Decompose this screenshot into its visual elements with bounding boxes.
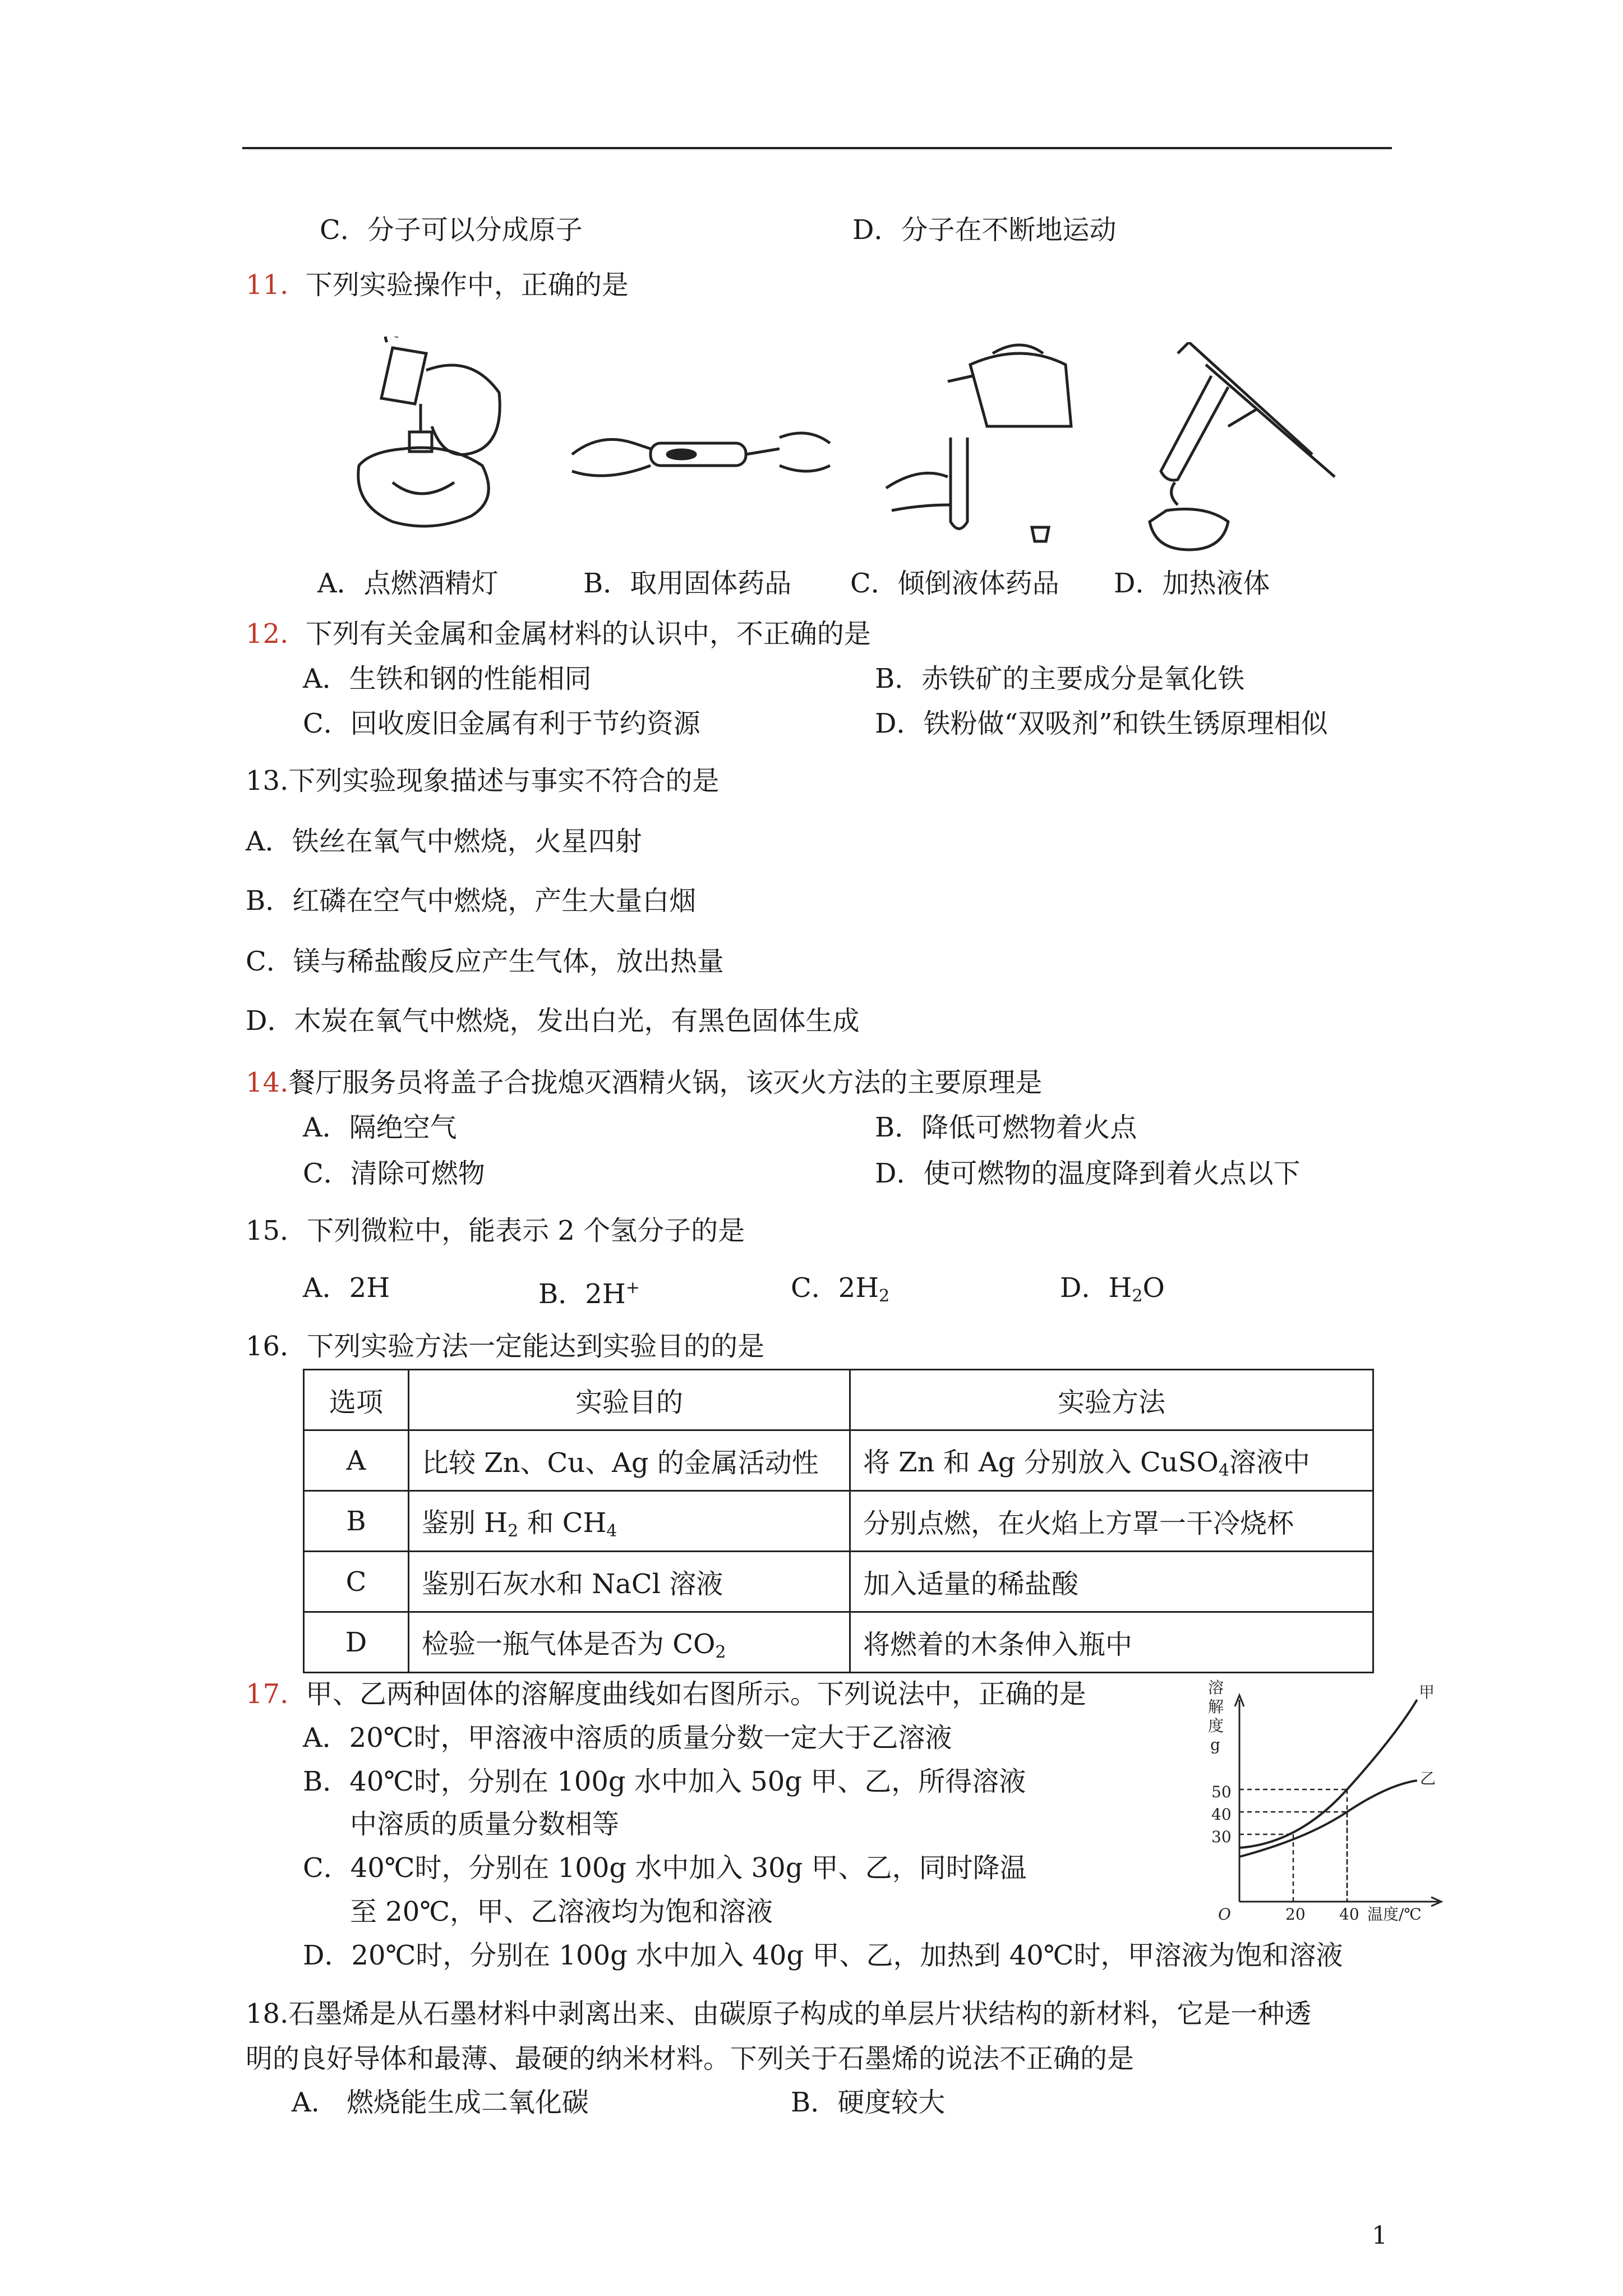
q12-stem: 下列有关金属和金属材料的认识中，不正确的是 [305, 618, 871, 650]
q11-question [246, 268, 629, 302]
cell-subscript: 2 [508, 1521, 519, 1541]
curve-jia [1239, 1700, 1417, 1848]
q12-number: 12. [246, 618, 289, 650]
q13-option-d: D．木炭在氧气中燃烧，发出白光，有黑色固体生成 [246, 1005, 860, 1037]
table-row [304, 1430, 1373, 1491]
table-cell: 将燃着的木条伸入瓶中 [850, 1612, 1373, 1673]
table-header-row [304, 1370, 1373, 1430]
table-cell: C [304, 1552, 409, 1612]
q14-option-b: B．降低可燃物着火点 [875, 1112, 1137, 1143]
q17-option-b-line1: B．40℃时，分别在 100g 水中加入 50g 甲、乙，所得溶液 [303, 1766, 1026, 1797]
q15-option-b-text: B．2H [538, 1278, 626, 1310]
page-number: 1 [1372, 2221, 1387, 2250]
q16-table [303, 1369, 1374, 1673]
y-label-char: 溶 [1208, 1678, 1224, 1697]
cell-text: 将 Zn 和 Ag 分别放入 CuSO [863, 1447, 1219, 1478]
table-cell: 加入适量的稀盐酸 [850, 1552, 1373, 1612]
q12-question [246, 617, 871, 651]
q17-option-c-line1: C．40℃时，分别在 100g 水中加入 30g 甲、乙，同时降温 [303, 1852, 1027, 1884]
q11-option-a: A．点燃酒精灯 [317, 568, 499, 599]
origin-label: O [1218, 1905, 1231, 1924]
q17-option-a: A．20℃时，甲溶液中溶质的质量分数一定大于乙溶液 [303, 1722, 952, 1754]
y-label-char: 度 [1208, 1717, 1224, 1735]
q14-stem: 餐厅服务员将盖子合拢熄灭酒精火锅，该灭火方法的主要原理是 [288, 1067, 1043, 1098]
solubility-curve-chart [1189, 1677, 1447, 1924]
header-rule [242, 147, 1392, 149]
cell-subscript: 4 [606, 1521, 617, 1541]
series-label-yi: 乙 [1420, 1769, 1436, 1788]
q14-option-a: A．隔绝空气 [303, 1112, 457, 1143]
q13-option-a: A．铁丝在氧气中燃烧，火星四射 [246, 826, 642, 857]
q14-number: 14. [246, 1067, 289, 1098]
q12-option-c: C．回收废旧金属有利于节约资源 [303, 708, 700, 739]
q11-option-c: C．倾倒液体药品 [850, 568, 1059, 599]
q17-option-b-line2: 中溶质的质量分数相等 [350, 1809, 620, 1840]
q13-option-b: B．红磷在空气中燃烧，产生大量白烟 [246, 885, 697, 917]
q15-option-a: A．2H [303, 1272, 390, 1304]
pouring-liquid-figure [875, 342, 1088, 544]
table-header-cell: 实验方法 [850, 1370, 1373, 1430]
q14-option-d: D．使可燃物的温度降到着火点以下 [875, 1158, 1301, 1189]
y-tick-label: 30 [1211, 1828, 1232, 1846]
q17-stem: 甲、乙两种固体的溶解度曲线如右图所示。下列说法中，正确的是 [305, 1678, 1086, 1710]
q15-option-b-charge: + [625, 1278, 640, 1297]
table-cell [409, 1612, 850, 1673]
q15-option-c [791, 1271, 889, 1313]
q17-number: 17. [246, 1678, 289, 1710]
q15-stem: 15．下列微粒中，能表示 2 个氢分子的是 [246, 1215, 745, 1246]
q11-stem: 下列实验操作中，正确的是 [305, 269, 629, 301]
table-cell [409, 1491, 850, 1552]
q15-option-c-subscript: 2 [879, 1286, 890, 1306]
q13-stem: 13.下列实验现象描述与事实不符合的是 [246, 765, 720, 797]
q10-option-c: C．分子可以分成原子 [320, 214, 583, 246]
table-cell: 分别点燃，在火焰上方罩一干冷烧杯 [850, 1491, 1373, 1552]
q12-option-a: A．生铁和钢的性能相同 [303, 663, 592, 694]
cell-subscript: 2 [715, 1642, 726, 1662]
q12-option-b: B．赤铁矿的主要成分是氧化铁 [875, 663, 1245, 694]
table-cell [850, 1430, 1373, 1491]
q15-option-d-subscript: 2 [1132, 1286, 1143, 1306]
series-label-jia: 甲 [1419, 1683, 1435, 1701]
q17-option-c-line2: 至 20℃，甲、乙溶液均为饱和溶液 [350, 1896, 773, 1927]
table-cell: A [304, 1430, 409, 1491]
alcohol-lamp-lighting-figure [336, 337, 527, 539]
table-header-cell: 实验目的 [409, 1370, 850, 1430]
x-tick-label: 20 [1285, 1905, 1306, 1924]
y-label-char: 解 [1208, 1697, 1224, 1716]
table-row [304, 1552, 1373, 1612]
table-cell: D [304, 1612, 409, 1673]
q15-option-c-text: C．2H [791, 1272, 879, 1304]
y-tick-label: 50 [1211, 1783, 1232, 1801]
x-tick-label: 40 [1339, 1905, 1359, 1924]
cell-text: 和 CH [518, 1507, 607, 1539]
cell-text: 溶液中 [1229, 1447, 1310, 1478]
cell-text: 鉴别 H [422, 1507, 508, 1539]
q18-stem-line2: 明的良好导体和最薄、最硬的纳米材料。下列关于石墨烯的说法不正确的是 [246, 2043, 1135, 2074]
table-cell: B [304, 1491, 409, 1552]
q17-option-d: D．20℃时，分别在 100g 水中加入 40g 甲、乙，加热到 40℃时，甲溶液为饱和溶液 [303, 1940, 1343, 1971]
q18-stem-line1: 18.石墨烯是从石墨材料中剥离出来、由碳原子构成的单层片状结构的新材料，它是一种透 [246, 1998, 1312, 2030]
q15-option-d-text: D．H [1060, 1272, 1132, 1304]
q15-option-b [538, 1271, 640, 1311]
y-tick-label: 40 [1211, 1805, 1232, 1824]
q15-option-d [1060, 1271, 1165, 1313]
q14-option-c: C．清除可燃物 [303, 1158, 485, 1189]
q18-option-a: A. 燃烧能生成二氧化碳 [292, 2087, 589, 2118]
q16-stem: 16．下列实验方法一定能达到实验目的的是 [246, 1331, 765, 1362]
cell-text: 检验一瓶气体是否为 CO [422, 1628, 716, 1660]
q13-option-c: C．镁与稀盐酸反应产生气体，放出热量 [246, 946, 724, 977]
table-row [304, 1491, 1373, 1552]
q10-option-d: D．分子在不断地运动 [852, 214, 1117, 246]
table-header-cell: 选项 [304, 1370, 409, 1430]
q11-number: 11. [246, 269, 289, 301]
q11-option-b: B．取用固体药品 [583, 568, 792, 599]
q11-option-d: D．加热液体 [1114, 568, 1270, 599]
q15-option-d-tail: O [1142, 1272, 1165, 1304]
x-axis-label: 温度/℃ [1367, 1905, 1422, 1924]
curve-yi [1239, 1780, 1417, 1857]
table-row [304, 1612, 1373, 1673]
table-cell: 鉴别石灰水和 NaCl 溶液 [409, 1552, 850, 1612]
y-label-unit: g [1210, 1736, 1220, 1754]
q17-question [246, 1677, 1086, 1711]
solid-reagent-figure [566, 409, 836, 499]
table-cell: 比较 Zn、Cu、Ag 的金属活动性 [409, 1430, 850, 1491]
q12-option-d: D．铁粉做“双吸剂”和铁生锈原理相似 [875, 708, 1328, 739]
cell-subscript: 4 [1218, 1461, 1229, 1480]
q14-question [246, 1066, 1042, 1099]
q18-option-b: B．硬度较大 [791, 2087, 946, 2118]
heating-liquid-figure [1144, 342, 1346, 555]
